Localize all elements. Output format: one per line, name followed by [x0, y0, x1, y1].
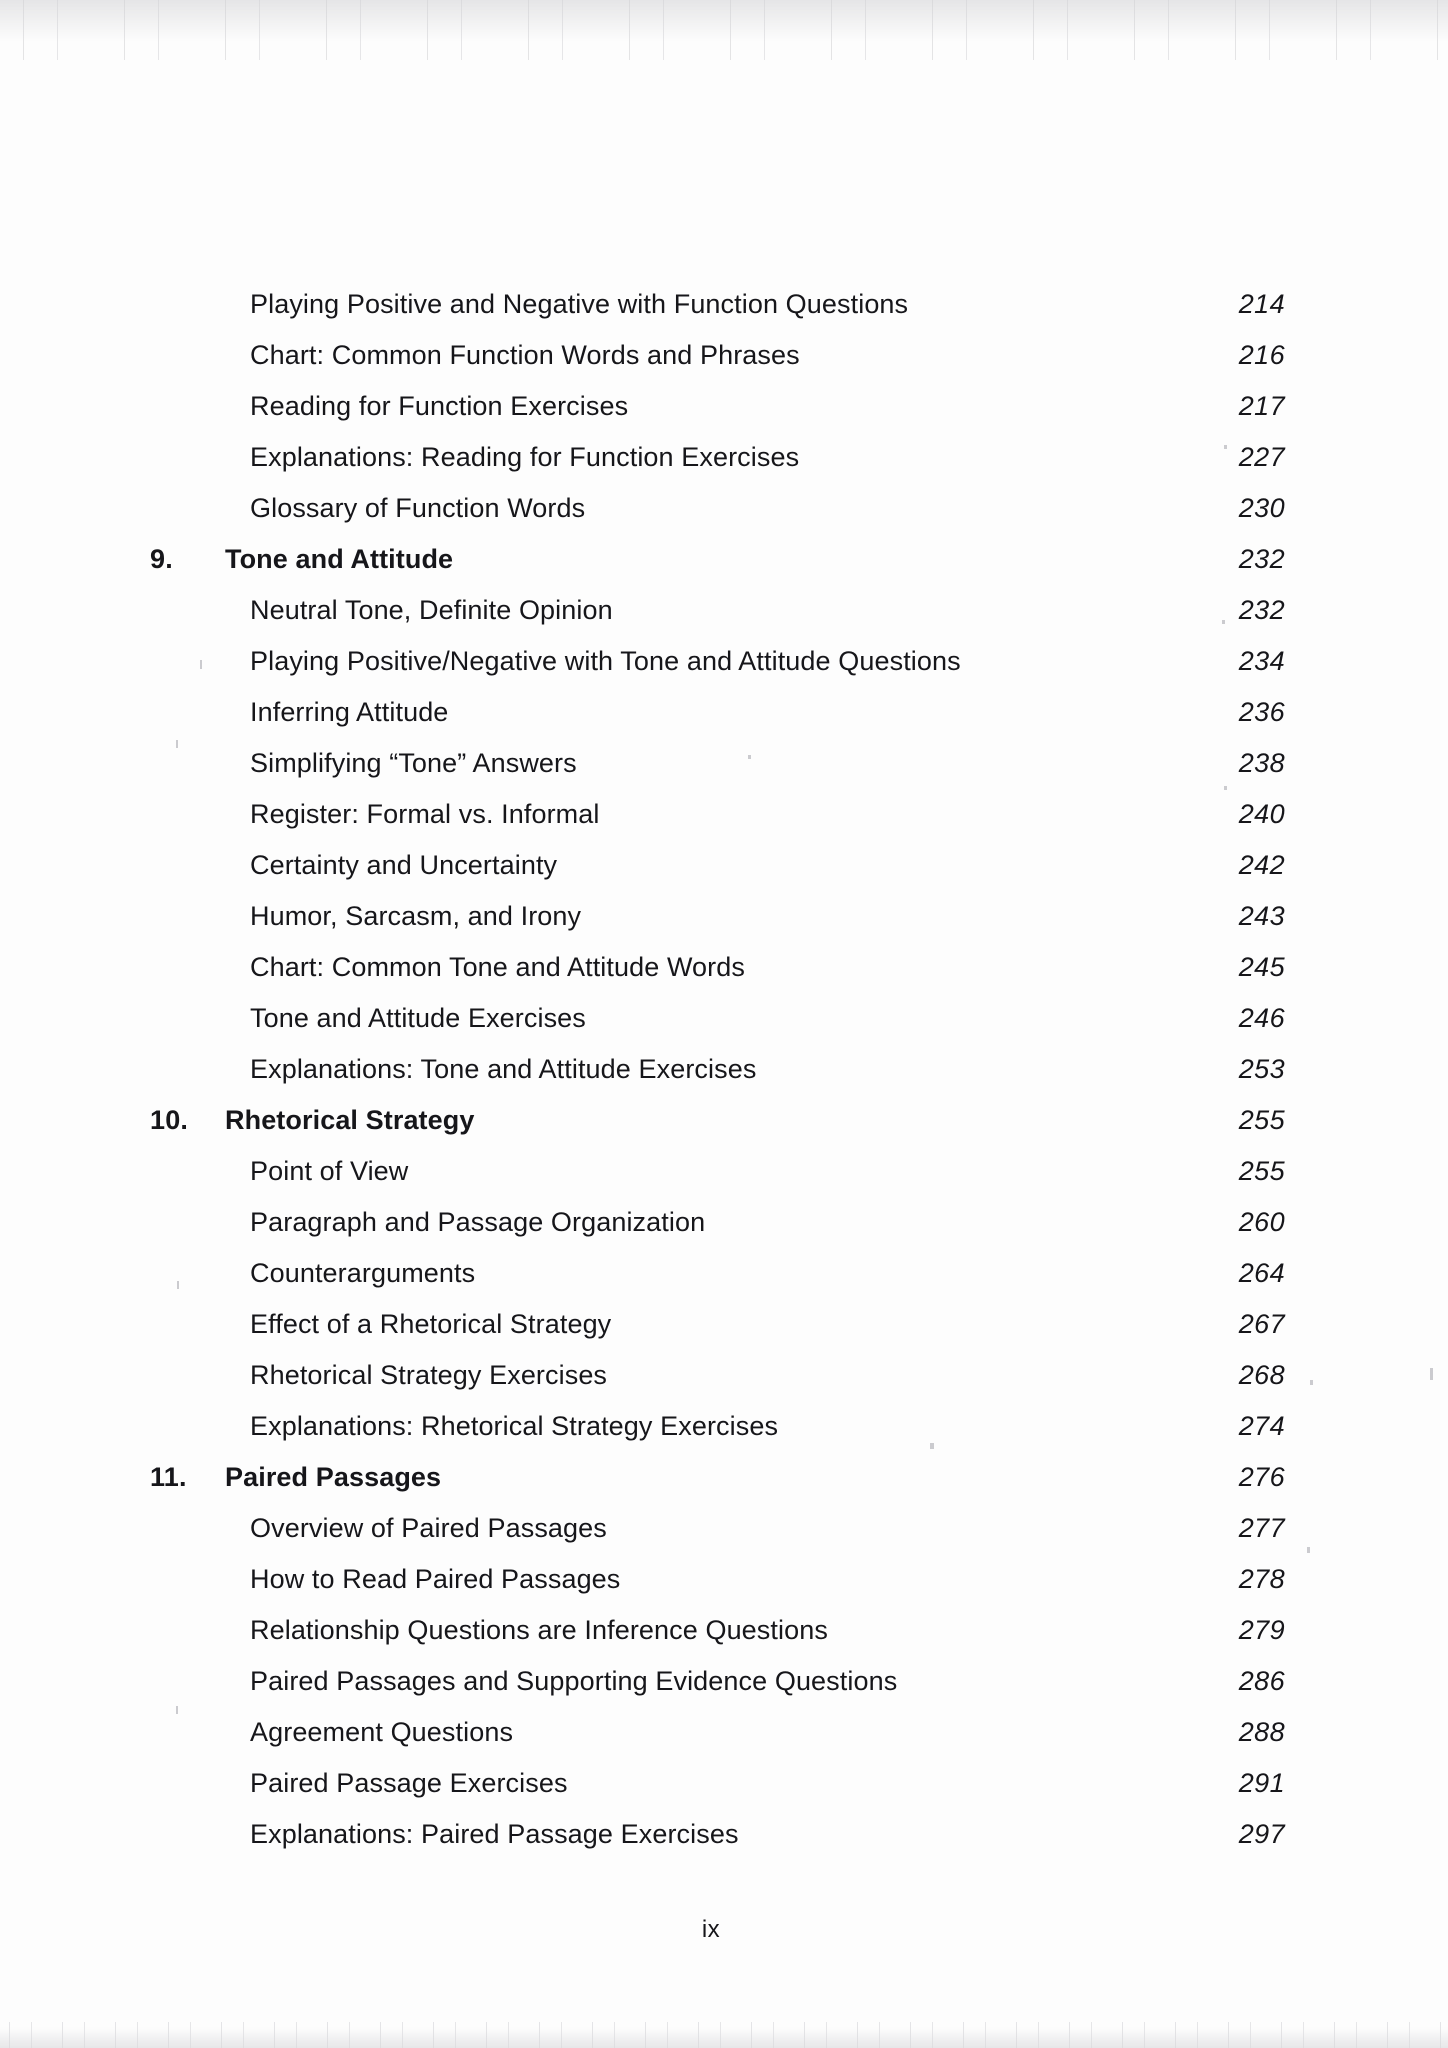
toc-entry-row[interactable]	[0, 432, 1448, 483]
toc-entry-row[interactable]	[0, 1809, 1448, 1860]
toc-entry-row[interactable]	[0, 1350, 1448, 1401]
toc-entry-row[interactable]	[0, 585, 1448, 636]
toc-entry-title: Inferring Attitude	[250, 697, 449, 727]
toc-entry-title: Certainty and Uncertainty	[250, 850, 558, 880]
toc-entry-row[interactable]	[0, 381, 1448, 432]
toc-page-number: 245	[1238, 952, 1285, 982]
toc-entry-row[interactable]	[0, 738, 1448, 789]
toc-entry-row[interactable]	[0, 1299, 1448, 1350]
toc-entry-title: Reading for Function Exercises	[250, 391, 629, 421]
toc-entry-row[interactable]	[0, 1503, 1448, 1554]
toc-chapter-row[interactable]	[0, 1095, 1448, 1146]
toc-entry-title: Effect of a Rhetorical Strategy	[250, 1309, 612, 1339]
toc-entry-row[interactable]	[0, 330, 1448, 381]
toc-page-number: 255	[1238, 1156, 1285, 1186]
toc-page-number: 246	[1238, 1003, 1285, 1033]
toc-page-number: 230	[1238, 493, 1285, 523]
toc-entry-title: Chart: Common Tone and Attitude Words	[250, 952, 745, 982]
toc-page-number: 217	[1238, 391, 1285, 421]
toc-entry-title: Explanations: Paired Passage Exercises	[250, 1819, 739, 1849]
toc-entry-title: Paired Passages and Supporting Evidence Questions	[250, 1666, 898, 1696]
toc-page-number: 238	[1238, 748, 1285, 778]
toc-entry-title: Explanations: Tone and Attitude Exercises	[250, 1054, 757, 1084]
toc-entry-row[interactable]	[0, 687, 1448, 738]
toc-page-number: 260	[1238, 1207, 1285, 1237]
toc-entry-title: Rhetorical Strategy Exercises	[250, 1360, 608, 1390]
toc-entry-title: Agreement Questions	[250, 1717, 514, 1747]
toc-page-number: 255	[1238, 1105, 1285, 1135]
toc-entry-row[interactable]	[0, 1044, 1448, 1095]
toc-entry-title: How to Read Paired Passages	[250, 1564, 621, 1594]
scan-artifact-bottom	[0, 2022, 1448, 2048]
toc-chapter-row[interactable]	[0, 1452, 1448, 1503]
toc-page-number: 242	[1238, 850, 1285, 880]
toc-page-number: 267	[1238, 1309, 1285, 1339]
toc-chapter-row[interactable]	[0, 534, 1448, 585]
toc-entry-title: Explanations: Reading for Function Exercises	[250, 442, 800, 472]
toc-page-number: 277	[1238, 1513, 1285, 1543]
toc-entry-row[interactable]	[0, 1146, 1448, 1197]
toc-entry-title: Paired Passages	[225, 1462, 442, 1492]
toc-entry-row[interactable]	[0, 942, 1448, 993]
toc-entry-row[interactable]	[0, 1758, 1448, 1809]
page-folio	[0, 1916, 1448, 1944]
toc-entry-title: Neutral Tone, Definite Opinion	[250, 595, 613, 625]
toc-entry-row[interactable]	[0, 891, 1448, 942]
scan-artifact-top	[0, 0, 1448, 60]
toc-entry-row[interactable]	[0, 1197, 1448, 1248]
toc-entry-title: Relationship Questions are Inference Questions	[250, 1615, 828, 1645]
toc-page-number: 297	[1238, 1819, 1285, 1849]
toc-page-number: 264	[1238, 1258, 1285, 1288]
toc-entry-title: Explanations: Rhetorical Strategy Exercises	[250, 1411, 779, 1441]
toc-page-number: 253	[1238, 1054, 1285, 1084]
toc-entry-row[interactable]	[0, 1554, 1448, 1605]
toc-entry-row[interactable]	[0, 279, 1448, 330]
toc-page-number: 288	[1238, 1717, 1285, 1747]
toc-page-number: 274	[1238, 1411, 1285, 1441]
toc-chapter-number: 9.	[150, 544, 173, 574]
toc-entry-title: Counterarguments	[250, 1258, 476, 1288]
toc-entry-row[interactable]	[0, 993, 1448, 1044]
toc-entry-title: Paired Passage Exercises	[250, 1768, 568, 1798]
toc-entry-title: Point of View	[250, 1156, 409, 1186]
toc-entry-row[interactable]	[0, 1605, 1448, 1656]
toc-entry-row[interactable]	[0, 789, 1448, 840]
toc-chapter-number: 11.	[150, 1462, 187, 1492]
toc-page-number: 234	[1238, 646, 1285, 676]
toc-entry-title: Chart: Common Function Words and Phrases	[250, 340, 800, 370]
toc-entry-row[interactable]	[0, 1401, 1448, 1452]
toc-page-number: 276	[1238, 1462, 1285, 1492]
toc-page-number: 268	[1238, 1360, 1285, 1390]
toc-entry-row[interactable]	[0, 1656, 1448, 1707]
toc-page-number: 279	[1238, 1615, 1285, 1645]
toc-page-number: 236	[1238, 697, 1285, 727]
toc-page-number: 227	[1238, 442, 1285, 472]
toc-entry-title: Glossary of Function Words	[250, 493, 586, 523]
toc-page-number: 232	[1238, 544, 1285, 574]
toc-entry-title: Playing Positive and Negative with Function Questions	[250, 289, 909, 319]
table-of-contents-list	[0, 279, 1448, 1860]
toc-entry-row[interactable]	[0, 636, 1448, 687]
toc-entry-title: Rhetorical Strategy	[225, 1105, 475, 1135]
toc-entry-title: Tone and Attitude Exercises	[250, 1003, 586, 1033]
toc-entry-row[interactable]	[0, 840, 1448, 891]
toc-entry-title: Register: Formal vs. Informal	[250, 799, 600, 829]
toc-page-number: 243	[1238, 901, 1285, 931]
toc-page-number: 278	[1238, 1564, 1285, 1594]
toc-chapter-number: 10.	[150, 1105, 189, 1135]
toc-entry-title: Simplifying “Tone” Answers	[250, 748, 577, 778]
toc-entry-title: Paragraph and Passage Organization	[250, 1207, 706, 1237]
toc-page-number: 214	[1238, 289, 1285, 319]
toc-page-number: 232	[1238, 595, 1285, 625]
toc-entry-row[interactable]	[0, 1248, 1448, 1299]
folio-text: ix	[701, 1916, 721, 1943]
toc-page-number: 291	[1238, 1768, 1285, 1798]
toc-entry-row[interactable]	[0, 1707, 1448, 1758]
toc-entry-title: Playing Positive/Negative with Tone and Attitude Questions	[250, 646, 961, 676]
toc-page-number: 216	[1238, 340, 1285, 370]
toc-page-number: 240	[1238, 799, 1285, 829]
toc-entry-title: Humor, Sarcasm, and Irony	[250, 901, 582, 931]
toc-entry-title: Tone and Attitude	[225, 544, 454, 574]
toc-page-number: 286	[1238, 1666, 1285, 1696]
toc-entry-title: Overview of Paired Passages	[250, 1513, 607, 1543]
toc-entry-row[interactable]	[0, 483, 1448, 534]
